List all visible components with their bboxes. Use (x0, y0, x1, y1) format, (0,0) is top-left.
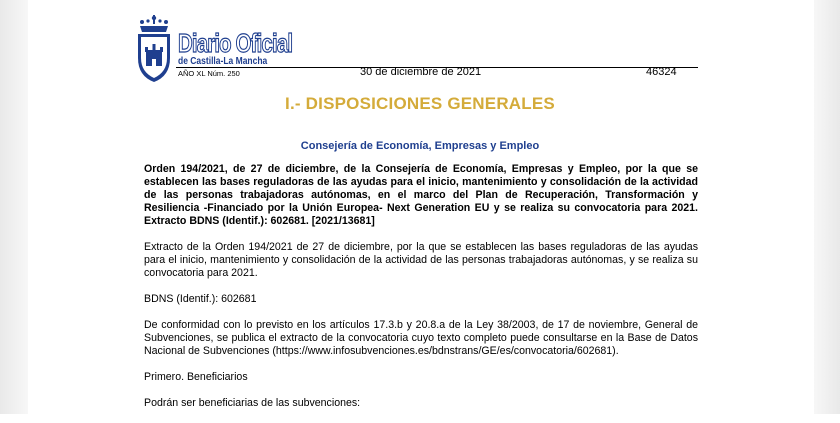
document-body (144, 163, 698, 423)
issue-info: AÑO XL Núm. 250 (178, 69, 240, 78)
viewer-margin-left (0, 0, 28, 414)
publication-date: 30 de diciembre de 2021 (360, 66, 482, 78)
department-title: Consejería de Economía, Empresas y Empleo (300, 140, 540, 152)
page-number: 46324 (646, 66, 677, 78)
order-heading: Orden 194/2021, de 27 de diciembre, de la Consejería de Economía, Empresas y Empleo, por la que se establecen las bases reguladoras de las ayudas para el inicio, mantenimiento y consolidación de la actividad de las personas trabajadoras autónomas, en el marco del Plan de Recuperación, Transformación y Resiliencia -Financiado por la Unión Europea- Next Generation EU y se realiza su convocatoria para 2021. Extracto BDNS (Identif.): 602681. [2021/13681] (144, 163, 698, 227)
conformity-paragraph: De conformidad con lo previsto en los artículos 17.3.b y 20.8.a de la Ley 38/2003, de 17 de noviembre, General de Subvenciones, se publica el extracto de la convocatoria cuyo texto completo puede consultarse en la Base de Datos Nacional de Subvenciones (https://www.infosubvenciones.es/bdnstrans/GE/es/convocatoria/602681). (144, 319, 698, 357)
first-heading: Primero. Beneficiarios (144, 371, 248, 383)
viewer-margin-right (814, 0, 840, 414)
journal-title: Diario Oficial (178, 28, 293, 58)
coat-of-arms-icon (134, 14, 174, 84)
journal-subtitle: de Castilla-La Mancha (178, 56, 268, 67)
beneficiaries-paragraph: Podrán ser beneficiarias de las subvenciones: (144, 397, 361, 409)
section-title: I.- DISPOSICIONES GENERALES (285, 94, 555, 113)
bdns-paragraph: BDNS (Identif.): 602681 (144, 293, 257, 305)
extract-paragraph: Extracto de la Orden 194/2021 de 27 de diciembre, por la que se establecen las bases reguladoras de las ayudas para el inicio, mantenimiento y consolidación de la actividad de las personas trabajadoras autónomas, y se realiza su convocatoria para 2021. (144, 241, 698, 279)
